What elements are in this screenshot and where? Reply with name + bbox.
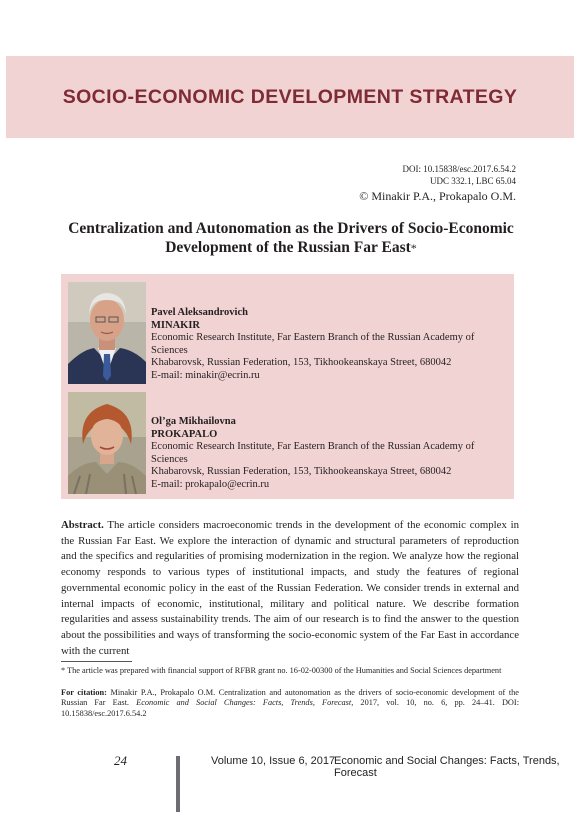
author-1 bbox=[151, 307, 506, 382]
article-title bbox=[60, 219, 522, 258]
author-1-surname: MINAKIR bbox=[151, 319, 200, 331]
author-2-address: Khabarovsk, Russian Federation, 153, Tikhookeanskaya Street, 680042 bbox=[151, 466, 452, 477]
article-title-text: Centralization and Autonomation as the Drivers of Socio-Economic Development of the Russian Far East bbox=[68, 220, 514, 256]
citation-label: For citation: bbox=[61, 688, 107, 697]
author-1-first-name: Pavel Aleksandrovich bbox=[151, 307, 248, 318]
page-number: 24 bbox=[114, 753, 127, 768]
section-title: SOCIO-ECONOMIC DEVELOPMENT STRATEGY bbox=[62, 86, 518, 108]
footer-divider bbox=[176, 756, 180, 812]
title-footnote-mark: * bbox=[410, 241, 417, 255]
abstract bbox=[61, 518, 519, 659]
abstract-label: Abstract. bbox=[61, 519, 104, 531]
author-2-email[interactable]: E-mail: prokapalo@ecrin.ru bbox=[151, 478, 270, 490]
author-2 bbox=[151, 416, 506, 491]
author-1-email[interactable]: E-mail: minakir@ecrin.ru bbox=[151, 369, 260, 381]
author-2-first-name: Ol’ga Mikhailovna bbox=[151, 416, 236, 427]
author-1-address: Khabarovsk, Russian Federation, 153, Tikhookeanskaya Street, 680042 bbox=[151, 357, 452, 368]
footnote: * The article was prepared with financial support of RFBR grant no. 16-02-00300 of the Humanities and Social Sciences department bbox=[61, 666, 502, 675]
copyright: © Minakir P.A., Prokapalo O.M. bbox=[359, 189, 516, 203]
author-2-surname: PROKAPALO bbox=[151, 428, 218, 440]
footnote-rule bbox=[61, 661, 132, 662]
author-2-affiliation: Economic Research Institute, Far Eastern Branch of the Russian Academy of Sciences bbox=[151, 441, 475, 465]
doi: DOI: 10.15838/esc.2017.6.54.2 bbox=[402, 164, 516, 174]
udc-code: UDC 332.1, LBC 65.04 bbox=[429, 176, 516, 186]
citation-text-after: , 2017, vol. 10, no. 6, pp. 24–41. DOI: 10.15838/esc.2017.6.54.2 bbox=[61, 698, 519, 718]
author-photo-minakir bbox=[68, 282, 146, 384]
footer-journal: Economic and Social Changes: Facts, Trends, Forecast bbox=[334, 755, 560, 779]
citation-journal: Economic and Social Changes: Facts, Trends, Forecast bbox=[136, 698, 352, 708]
author-1-affiliation: Economic Research Institute, Far Eastern Branch of the Russian Academy of Sciences bbox=[151, 332, 475, 356]
abstract-text: The article considers macroeconomic trends in the development of the economic complex in the Russian Far East. We explore the interaction of dynamic and structural parameters of reproduction and the specifics and regularities of promising modernization in the region. We analyze how the regional economy responds to various types of institutional impacts, and study the features of regional governmental economic policy in the east of the Russian Federation. We consider trends in external and internal impacts of economic, institutional, military and political nature. We describe formation regularities and assess sustainability trends. The aim of our research is to find the answer to the question about the possibilities and ways of transforming the socio-economic system of the Far East in accordance with the current bbox=[61, 519, 519, 657]
citation-text-before: Minakir P.A., Prokapalo O.M. Centralization and autonomation as the drivers of socio-economic development of the Russian Far East. bbox=[61, 688, 519, 708]
author-photo-prokapalo bbox=[68, 392, 146, 494]
footer-issue: Volume 10, Issue 6, 2017 bbox=[211, 755, 336, 767]
citation bbox=[61, 688, 519, 719]
